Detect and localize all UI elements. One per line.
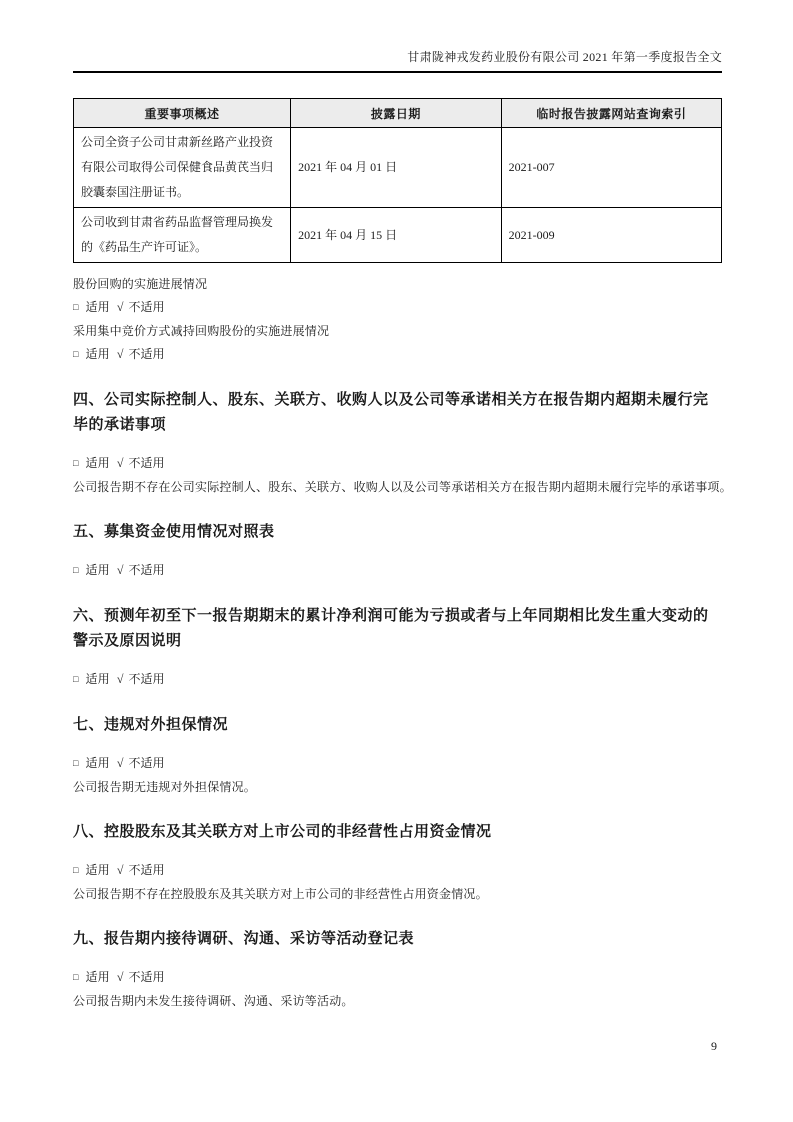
check-mark-icon: √ <box>116 756 124 770</box>
check-mark-icon: √ <box>116 672 124 686</box>
not-applicable-label: 不适用 <box>128 300 165 314</box>
index-cell: 2021-007 <box>501 128 721 208</box>
centralized-bidding-label: 采用集中竞价方式减持回购股份的实施进展情况 <box>73 324 330 338</box>
checkbox-unchecked-icon: □ <box>73 674 79 684</box>
section-8-note: 公司报告期不存在控股股东及其关联方对上市公司的非经营性占用资金情况。 <box>73 887 488 901</box>
applicability-line <box>73 300 722 315</box>
document-header <box>73 0 722 73</box>
check-mark-icon: √ <box>116 300 124 314</box>
checkbox-unchecked-icon: □ <box>73 349 79 359</box>
applicability-line <box>73 563 722 578</box>
check-mark-icon: √ <box>116 563 124 577</box>
applicability-line <box>73 756 722 771</box>
applicability-line <box>73 970 722 985</box>
summary-cell: 公司全资子公司甘肃新丝路产业投资有限公司取得公司保健食品黄芪当归胶囊泰国注册证书。 <box>74 128 291 208</box>
applicability-line <box>73 347 722 362</box>
section-6-heading: 六、预测年初至下一报告期期末的累计净利润可能为亏损或者与上年同期相比发生重大变动的警示及原因说明 <box>73 607 709 649</box>
disclosure-table <box>73 98 722 263</box>
section-8-heading: 八、控股股东及其关联方对上市公司的非经营性占用资金情况 <box>73 823 492 840</box>
checkbox-unchecked-icon: □ <box>73 458 79 468</box>
page-content <box>73 0 732 1017</box>
not-applicable-label: 不适用 <box>128 563 165 577</box>
index-cell: 2021-009 <box>501 208 721 263</box>
not-applicable-label: 不适用 <box>128 347 165 361</box>
checkbox-unchecked-icon: □ <box>73 565 79 575</box>
checkbox-unchecked-icon: □ <box>73 972 79 982</box>
section-4-note: 公司报告期不存在公司实际控制人、股东、关联方、收购人以及公司等承诺相关方在报告期内超期未履行完毕的承诺事项。 <box>73 480 732 494</box>
section-7-note: 公司报告期无违规对外担保情况。 <box>73 780 257 794</box>
check-mark-icon: √ <box>116 863 124 877</box>
checkbox-unchecked-icon: □ <box>73 302 79 312</box>
applicable-label: 适用 <box>85 970 110 984</box>
table-header-summary: 重要事项概述 <box>74 99 291 128</box>
checkbox-unchecked-icon: □ <box>73 758 79 768</box>
check-mark-icon: √ <box>116 347 124 361</box>
check-mark-icon: √ <box>116 970 124 984</box>
summary-cell: 公司收到甘肃省药品监督管理局换发的《药品生产许可证》。 <box>74 208 291 263</box>
applicable-label: 适用 <box>85 863 110 877</box>
applicable-label: 适用 <box>85 672 110 686</box>
applicable-label: 适用 <box>85 756 110 770</box>
not-applicable-label: 不适用 <box>128 756 165 770</box>
not-applicable-label: 不适用 <box>128 672 165 686</box>
applicability-line <box>73 456 722 471</box>
applicable-label: 适用 <box>85 563 110 577</box>
section-9-heading: 九、报告期内接待调研、沟通、采访等活动登记表 <box>73 930 415 947</box>
section-5-heading: 五、募集资金使用情况对照表 <box>73 523 275 540</box>
date-cell: 2021 年 04 月 15 日 <box>291 208 502 263</box>
document-header-title: 甘肃陇神戎发药业股份有限公司 2021 年第一季度报告全文 <box>407 50 722 64</box>
not-applicable-label: 不适用 <box>128 456 165 470</box>
applicable-label: 适用 <box>85 456 110 470</box>
not-applicable-label: 不适用 <box>128 970 165 984</box>
date-cell: 2021 年 04 月 01 日 <box>291 128 502 208</box>
repurchase-progress-label: 股份回购的实施进展情况 <box>73 277 208 291</box>
page-number: 9 <box>711 1039 717 1053</box>
table-row <box>74 128 722 208</box>
applicability-line <box>73 863 722 878</box>
section-4-heading: 四、公司实际控制人、股东、关联方、收购人以及公司等承诺相关方在报告期内超期未履行完毕的承诺事项 <box>73 391 709 433</box>
applicability-line <box>73 672 722 687</box>
table-header-date: 披露日期 <box>291 99 502 128</box>
checkbox-unchecked-icon: □ <box>73 865 79 875</box>
check-mark-icon: √ <box>116 456 124 470</box>
table-header-index: 临时报告披露网站查询索引 <box>501 99 721 128</box>
table-row <box>74 208 722 263</box>
section-7-heading: 七、违规对外担保情况 <box>73 716 229 733</box>
applicable-label: 适用 <box>85 300 110 314</box>
table-header-row <box>74 99 722 128</box>
not-applicable-label: 不适用 <box>128 863 165 877</box>
applicable-label: 适用 <box>85 347 110 361</box>
section-9-note: 公司报告期内未发生接待调研、沟通、采访等活动。 <box>73 994 354 1008</box>
